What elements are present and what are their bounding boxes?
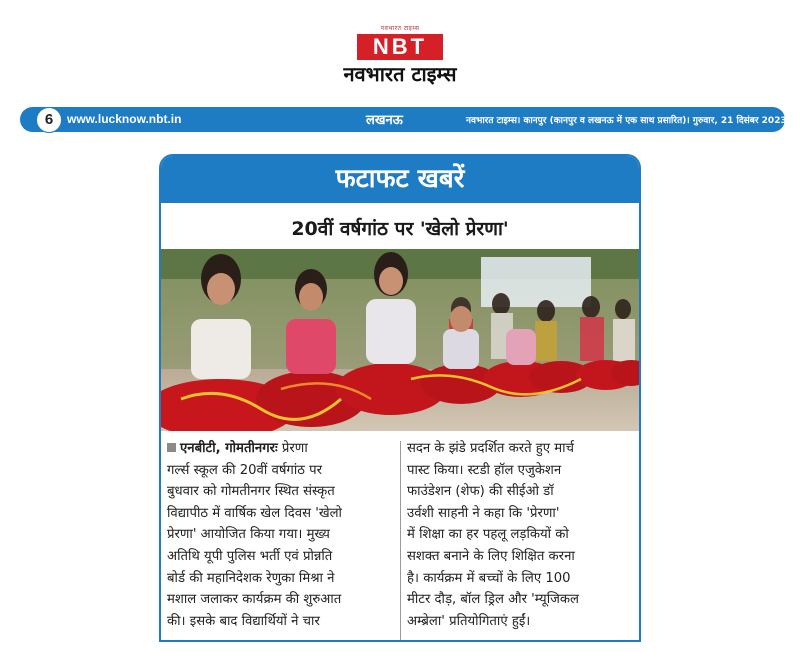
dateline: एनबीटी, गोमतीनगरः (180, 441, 278, 456)
article-line: पास्ट किया। स्टडी हॉल एजुकेशन (407, 462, 562, 478)
article-line: सशक्त बनाने के लिए शिक्षित करना (407, 548, 575, 564)
article-line: है। कार्यक्रम में बच्चों के लिए 100 (407, 570, 571, 586)
section-header (161, 156, 639, 203)
section-title: फटाफट खबरें (335, 164, 465, 194)
news-card (159, 154, 641, 642)
masthead-tagline: नवभारत टाइम्स (380, 25, 420, 32)
article-line: प्रेरणा (281, 441, 308, 456)
article-first-line (167, 438, 395, 460)
article-line: में शिक्षा का हर पहलू लड़कियों को (407, 527, 569, 543)
article-line: बुधवार को गोमतीनगर स्थित संस्कृत (167, 484, 335, 500)
page-number: 6 (36, 107, 62, 133)
article-column-left (167, 438, 395, 632)
article-photo (161, 249, 639, 431)
edition-info: नवभारत टाइम्स। कानपुर (कानपुर व लखनऊ में एक साथ प्रसारित)। गुरुवार, 21 दिसंबर 2023 (466, 116, 787, 126)
article-line: फाउंडेशन (शेफ) की सीईओ डॉ (407, 484, 554, 500)
article-line: सदन के झंडे प्रदर्शित करते हुए मार्च (407, 441, 574, 456)
article-column-right (407, 438, 635, 632)
article-line: विद्यापीठ में वार्षिक खेल दिवस 'खेलो (167, 505, 342, 521)
article-line: मशाल जलाकर कार्यक्रम की शुरुआत (167, 592, 342, 608)
article-line: प्रेरणा' आयोजित किया गया। मुख्य (167, 527, 330, 543)
site-url-link[interactable]: www.lucknow.nbt.in (67, 112, 182, 126)
column-divider (400, 441, 401, 641)
masthead-title: नवभारत टाइम्स (343, 62, 457, 86)
article-line: अम्ब्रेला' प्रतियोगिताएं हुईं। (407, 613, 531, 629)
article-line: उर्वशी साहनी ने कहा कि 'प्रेरणा' (407, 505, 560, 521)
nbt-logo: NBT (357, 34, 443, 60)
article-line: मीटर दौड़, बॉल ड्रिल और 'म्यूजिकल (407, 592, 579, 608)
article-headline: 20वीं वर्षगांठ पर 'खेलो प्रेरणा' (291, 218, 509, 240)
article-line: की। इसके बाद विद्यार्थियों ने चार (167, 613, 320, 629)
article-line: गर्ल्स स्कूल की 20वीं वर्षगांठ पर (167, 462, 323, 478)
article-line: अतिथि यूपी पुलिस भर्ती एवं प्रोन्नति (167, 548, 333, 564)
city-label: लखनऊ (366, 113, 403, 128)
bullet-icon (167, 443, 176, 452)
article-line: बोर्ड की महानिदेशक रेणुका मिश्रा ने (167, 570, 335, 586)
